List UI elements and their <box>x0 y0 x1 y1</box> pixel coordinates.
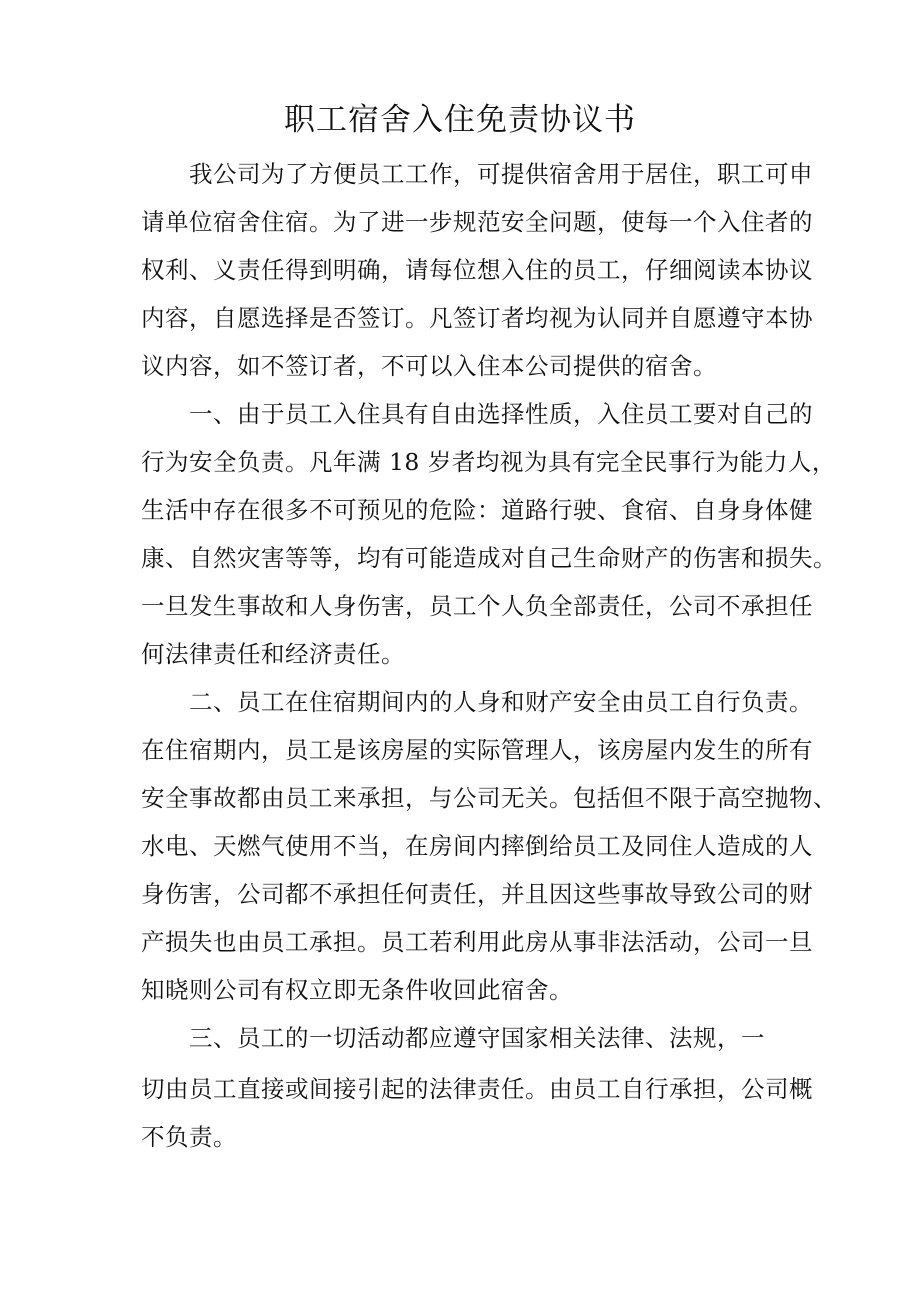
body-line: 何法律责任和经济责任。 <box>141 640 405 668</box>
body-line: 不负责。 <box>141 1123 237 1151</box>
body-line: 产损失也由员工承担。员工若利用此房从事非法活动，公司一旦 <box>141 928 813 956</box>
document-title: 职工宿舍入住免责协议书 <box>284 102 636 138</box>
body-line: 在住宿期内，员工是该房屋的实际管理人，该房屋内发生的所有 <box>141 736 813 764</box>
body-line: 生活中存在很多不可预见的危险：道路行驶、食宿、自身身体健 <box>141 496 813 524</box>
body-line: 二、员工在住宿期间内的人身和财产安全由员工自行负责。 <box>189 688 813 716</box>
body-line: 身伤害，公司都不承担任何责任，并且因这些事故导致公司的财 <box>141 880 813 908</box>
body-line: 切由员工直接或间接引起的法律责任。由员工自行承担，公司概 <box>141 1075 813 1103</box>
body-line: 一、由于员工入住具有自由选择性质，入住员工要对自己的 <box>189 400 813 428</box>
body-line: 我公司为了方便员工工作，可提供宿舍用于居住，职工可申 <box>189 160 813 188</box>
body-line: 权利、义责任得到明确，请每位想入住的员工，仔细阅读本协议 <box>141 256 813 284</box>
body-line: 知晓则公司有权立即无条件收回此宿舍。 <box>141 976 573 1004</box>
body-line: 内容，自愿选择是否签订。凡签订者均视为认同并自愿遵守本协 <box>141 304 813 332</box>
body-line: 康、自然灾害等等，均有可能造成对自己生命财产的伤害和损失。 <box>141 544 837 572</box>
body-line: 议内容，如不签订者，不可以入住本公司提供的宿舍。 <box>141 352 717 380</box>
body-line: 请单位宿舍住宿。为了进一步规范安全问题，使每一个入住者的 <box>141 208 813 236</box>
body-line: 安全事故都由员工来承担，与公司无关。包括但不限于高空抛物、 <box>141 784 837 812</box>
body-line: 行为安全负责。凡年满 18 岁者均视为具有完全民事行为能力人， <box>141 448 836 476</box>
body-line: 三、员工的一切活动都应遵守国家相关法律、法规，一 <box>189 1024 765 1052</box>
body-line: 一旦发生事故和人身伤害，员工个人负全部责任，公司不承担任 <box>141 592 813 620</box>
body-line: 水电、天燃气使用不当，在房间内摔倒给员工及同住人造成的人 <box>141 832 813 860</box>
